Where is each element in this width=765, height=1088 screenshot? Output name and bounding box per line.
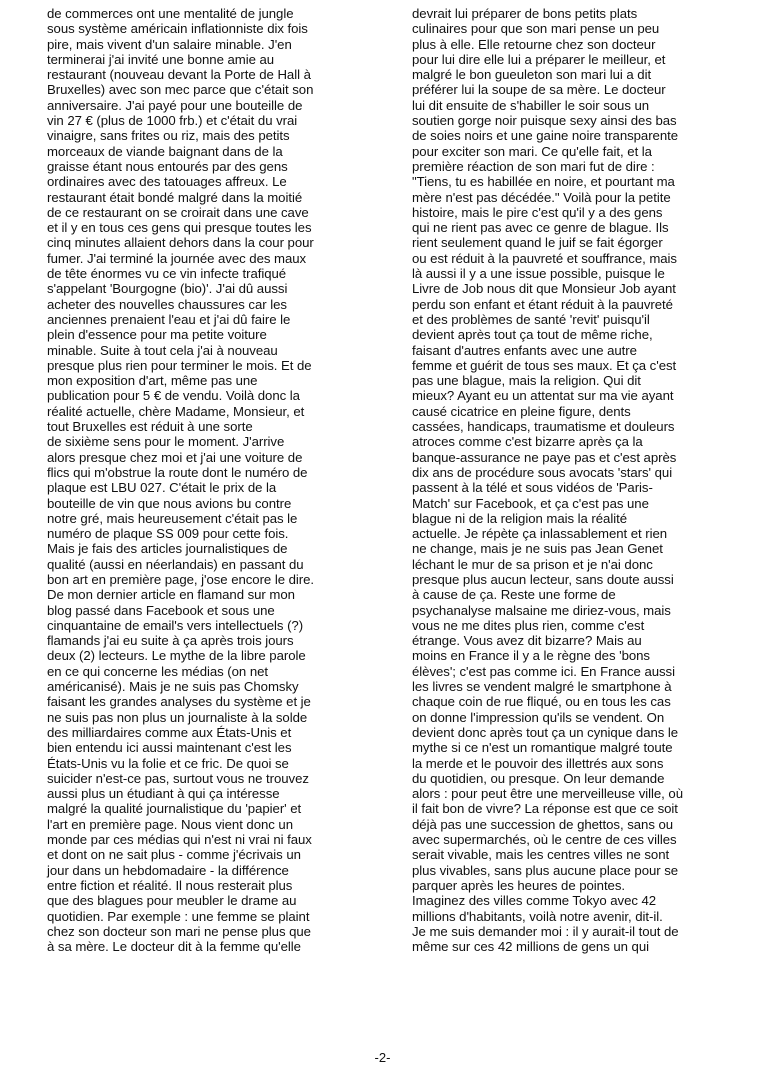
text-line: et dont on ne sait plus - comme j'écrivais un — [47, 847, 301, 863]
text-line: là aussi il y a une issue possible, puisque le — [412, 266, 665, 282]
text-line: malgré le bon gueuleton son mari lui a dit — [412, 67, 652, 83]
text-line: lui dit ensuite de s'habiller le soir sous un — [412, 97, 650, 113]
text-line: faisant les grandes analyses du système et je — [47, 694, 311, 710]
text-line: que des blagues pour meubler le drame au — [47, 893, 297, 909]
text-line: atroces comme c'est bizarre après ça la — [412, 434, 643, 450]
text-line: rient seulement quand le juif se fait égorger — [412, 235, 663, 251]
text-line: Match' sur Facebook, et ça c'est pas une — [412, 495, 649, 511]
text-line: élèves'; c'est pas comme ici. En France aussi — [412, 663, 675, 679]
text-line: restaurant était bondé malgré dans la moitié — [47, 189, 303, 205]
text-line: causé cicatrice en pleine figure, dents — [412, 403, 631, 419]
text-line: plus vivables, sans plus aucune place pour se — [412, 862, 679, 878]
text-line: suicider n'est-ce pas, surtout vous ne trouvez — [47, 770, 309, 786]
text-line: de commerces ont une mentalité de jungle — [47, 6, 294, 21]
text-line: publication pour 5 € de vendu. Voilà donc la — [47, 388, 300, 404]
text-line: graisse étant nous entourés par des gens — [47, 158, 288, 174]
text-line: avec supermarchés, où le centre de ces villes — [412, 832, 677, 848]
text-line: même sur ces 42 millions de gens un qui — [412, 939, 650, 955]
text-line: cassées, handicaps, traumatisme et douleurs — [412, 419, 675, 435]
text-line: la merde et le pouvoir des illettrés aux sons — [412, 755, 664, 771]
text-line: jour dans un hebdomadaire - la différence — [47, 862, 289, 878]
text-line: moins en France il y a le règne des 'bons — [412, 648, 650, 664]
text-line: histoire, mais le pire c'est qu'il y a des gens — [412, 204, 663, 220]
text-line: américanisé). Mais je ne suis pas Chomsky — [47, 679, 299, 695]
text-line: actuelle. Je répète ça inlassablement et rien — [412, 526, 668, 542]
text-line: mère n'est pas décédée." Voilà pour la petite — [412, 189, 671, 205]
text-line: il fait bon de vivre? La réponse est que ce soit — [412, 801, 678, 817]
text-line: plaque est LBU 027. C'était le prix de la — [47, 480, 277, 496]
text-line: soutien gorge noir puisque sexy ainsi des bas — [412, 113, 677, 129]
text-line: fumer. J'ai terminé la journée avec des maux — [47, 250, 307, 266]
text-line: de soies noirs et une gaine noire transparente — [412, 128, 679, 144]
text-line: devient donc après tout ça un cynique dans le — [412, 724, 679, 740]
text-line: deux (2) lecteurs. Le mythe de la libre parole — [47, 648, 306, 664]
text-line: de tête énormes vu ce vin infecte trafiqué — [47, 266, 287, 282]
text-line: et des problèmes de santé 'revit' puisqu'il — [412, 311, 650, 327]
text-line: États-Unis vu la folie et ce fric. De quoi se — [47, 755, 289, 771]
text-line: culinaires pour que son mari pense un peu — [412, 21, 660, 37]
text-line: s'appelant 'Bourgogne (bio)'. J'ai dû aussi — [47, 281, 288, 297]
right-text-column — [412, 6, 747, 954]
text-line: anciennes prenaient l'eau et j'ai dû faire le — [47, 311, 291, 327]
text-line: en ce qui concerne les médias (on net — [47, 663, 269, 679]
text-line: flamands j'ai eu suite à ça après trois jours — [47, 633, 294, 649]
text-line: cinquantaine de email's vers intellectuels (?) — [47, 617, 304, 633]
text-line: anniversaire. J'ai payé pour une bouteille de — [47, 97, 303, 113]
text-line: devient après tout ça tout de même riche, — [412, 327, 653, 343]
text-line: ou est réduit à la pauvreté et souffrance, mais — [412, 250, 677, 266]
text-line: bouteille de vin que nous avions bu contre — [47, 495, 292, 511]
text-line: ne suis pas non plus un journaliste à la solde — [47, 709, 308, 725]
text-line: serait vivable, mais les centres villes ne sont — [412, 847, 670, 863]
text-line: aussi plus un étudiant à qui ça intéresse — [47, 786, 280, 802]
text-line: minable. Suite à tout cela j'ai à nouveau — [47, 342, 278, 358]
text-line: Mais je fais des articles journalistiques de — [47, 541, 288, 557]
text-line: dix ans de procédure sous avocats 'stars' qui — [412, 464, 673, 480]
text-line: tout Bruxelles est réduit à une sorte — [47, 419, 253, 435]
text-line: Je me suis demander moi : il y aurait-il tout de — [412, 923, 679, 939]
text-line: notre gré, mais heureusement c'était pas le — [47, 510, 298, 526]
text-line: plus à elle. Elle retourne chez son docteur — [412, 36, 656, 52]
text-line: pas une blague, mais la religion. Qui dit — [412, 373, 641, 389]
text-line: léchant le mur de sa prison et je n'ai donc — [412, 556, 653, 572]
text-line: mon exposition d'art, même pas une — [47, 373, 258, 389]
text-line: Imaginez des villes comme Tokyo avec 42 — [412, 893, 657, 909]
text-line: blog passé dans Facebook et sous une — [47, 602, 275, 618]
text-line: presque plus aucun lecteur, sans doute aussi — [412, 571, 674, 587]
text-line: restaurant (nouveau devant la Porte de Hall à — [47, 67, 311, 83]
text-line: perdu son enfant et étant réduit à la pauvreté — [412, 296, 673, 312]
text-line: mieux? Ayant eu un attentat sur ma vie ayant — [412, 388, 674, 404]
text-line: Livre de Job nous dit que Monsieur Job ayant — [412, 281, 676, 297]
text-line: étrange. Vous avez dit bizarre? Mais au — [412, 633, 642, 649]
text-line: mythe si ce n'est un romantique malgré toute — [412, 740, 673, 756]
text-line: vinaigre, sans frites ou riz, mais des petits — [47, 128, 290, 144]
text-line: blague ni de la religion mais la réalité — [412, 510, 627, 526]
text-line: déjà pas une succession de ghettos, sans ou — [412, 816, 674, 832]
text-line: parquer après les heures de pointes. — [412, 877, 625, 893]
text-line: banque-assurance ne paye pas et c'est après — [412, 449, 677, 465]
text-line: De mon dernier article en flamand sur mon — [47, 587, 295, 603]
text-line: alors : pour peut être une merveilleuse ville, où — [412, 786, 683, 802]
text-line: à cause de ça. Reste une forme de — [412, 587, 616, 603]
text-line: ne change, mais je ne suis pas Jean Genet — [412, 541, 663, 557]
text-line: acheter des nouvelles chaussures car les — [47, 296, 287, 312]
text-line: et il y en tous ces gens qui presque toutes les — [47, 220, 312, 236]
text-line: sous système américain inflationniste dix fois — [47, 21, 308, 37]
text-line: à sa mère. Le docteur dit à la femme qu'elle — [47, 939, 301, 955]
text-line: femme et guérit de tous ses maux. Et ça c'est — [412, 357, 677, 373]
text-line: "Tiens, tu es habillée en noire, et pourtant ma — [412, 174, 675, 190]
text-line: presque plus rien pour terminer le mois. Et de — [47, 357, 312, 373]
text-line: qui ne rient pas avec ce genre de blague. Ils — [412, 220, 669, 236]
text-line: pour exciter son mari. Ce qu'elle fait, et la — [412, 143, 652, 159]
text-line: faisant d'autres enfants avec une autre — [412, 342, 637, 358]
text-line: chez son docteur son mari ne pense plus que — [47, 923, 311, 939]
left-text-column — [47, 6, 377, 954]
text-line: l'art en première page. Nous vient donc un — [47, 816, 293, 832]
text-line: les livres se vendent malgré le smartphone à — [412, 679, 672, 695]
text-line: vous ne me dites plus rien, comme c'est — [412, 617, 645, 633]
text-line: du quotidien, ou presque. On leur demande — [412, 770, 665, 786]
text-line: première réaction de son mari fut de dire : — [412, 158, 655, 174]
text-line: plein d'essence pour ma petite voiture — [47, 327, 267, 343]
text-line: cinq minutes allaient dehors dans la cour pour — [47, 235, 314, 251]
text-line: flics qui m'obstrue la route dont le numéro de — [47, 464, 308, 480]
text-line: numéro de plaque SS 009 pour cette fois. — [47, 526, 289, 542]
text-line: millions d'habitants, voilà notre avenir, dit-il. — [412, 908, 663, 924]
text-line: de sixième sens pour le moment. J'arrive — [47, 434, 285, 450]
text-line: passent à la télé et sous vidéos de 'Paris- — [412, 480, 653, 496]
text-line: ordinaires avec des tatouages affreux. Le — [47, 174, 287, 190]
text-line: morceaux de viande baignant dans de la — [47, 143, 283, 159]
text-line: pire, mais vivent d'un salaire minable. J'en — [47, 36, 292, 52]
text-line: entre fiction et réalité. Il nous resterait plus — [47, 877, 293, 893]
text-line: bon art en première page, j'ose encore le dire. — [47, 571, 315, 587]
text-line: vin 27 € (plus de 1000 frb.) et c'était du vrai — [47, 113, 298, 129]
text-line: chaque coin de rue fliqué, ou en tous les cas — [412, 694, 671, 710]
text-line: pour lui dire elle lui a préparer le meilleur, et — [412, 51, 666, 67]
text-line: bien entendu ici aussi maintenant c'est les — [47, 740, 292, 756]
text-line: psychanalyse malsaine me diriez-vous, mais — [412, 602, 671, 618]
text-line: qualité (aussi en néerlandais) en passant du — [47, 556, 304, 572]
text-line: des milliardaires comme aux États-Unis et — [47, 724, 292, 740]
text-line: devrait lui préparer de bons petits plats — [412, 6, 638, 21]
text-line: Bruxelles) avec son mec parce que c'était son — [47, 82, 314, 98]
text-line: réalité actuelle, chère Madame, Monsieur, et — [47, 403, 305, 419]
text-line: malgré la qualité journalistique du 'papier' et — [47, 801, 302, 817]
text-line: terminerai j'ai invité une bonne amie au — [47, 51, 275, 67]
text-line: monde par ces médias qui n'est ni vrai ni faux — [47, 832, 312, 848]
text-line: alors presque chez moi et j'ai une voiture de — [47, 449, 303, 465]
text-line: on donne l'impression qu'ils se vendent. On — [412, 709, 665, 725]
text-line: de ce restaurant on se croirait dans une cave — [47, 204, 309, 220]
text-line: quotidien. Par exemple : une femme se plaint — [47, 908, 310, 924]
text-line: préférer lui la soupe de sa mère. Le docteur — [412, 82, 666, 98]
page-number: -2- — [374, 1050, 391, 1065]
